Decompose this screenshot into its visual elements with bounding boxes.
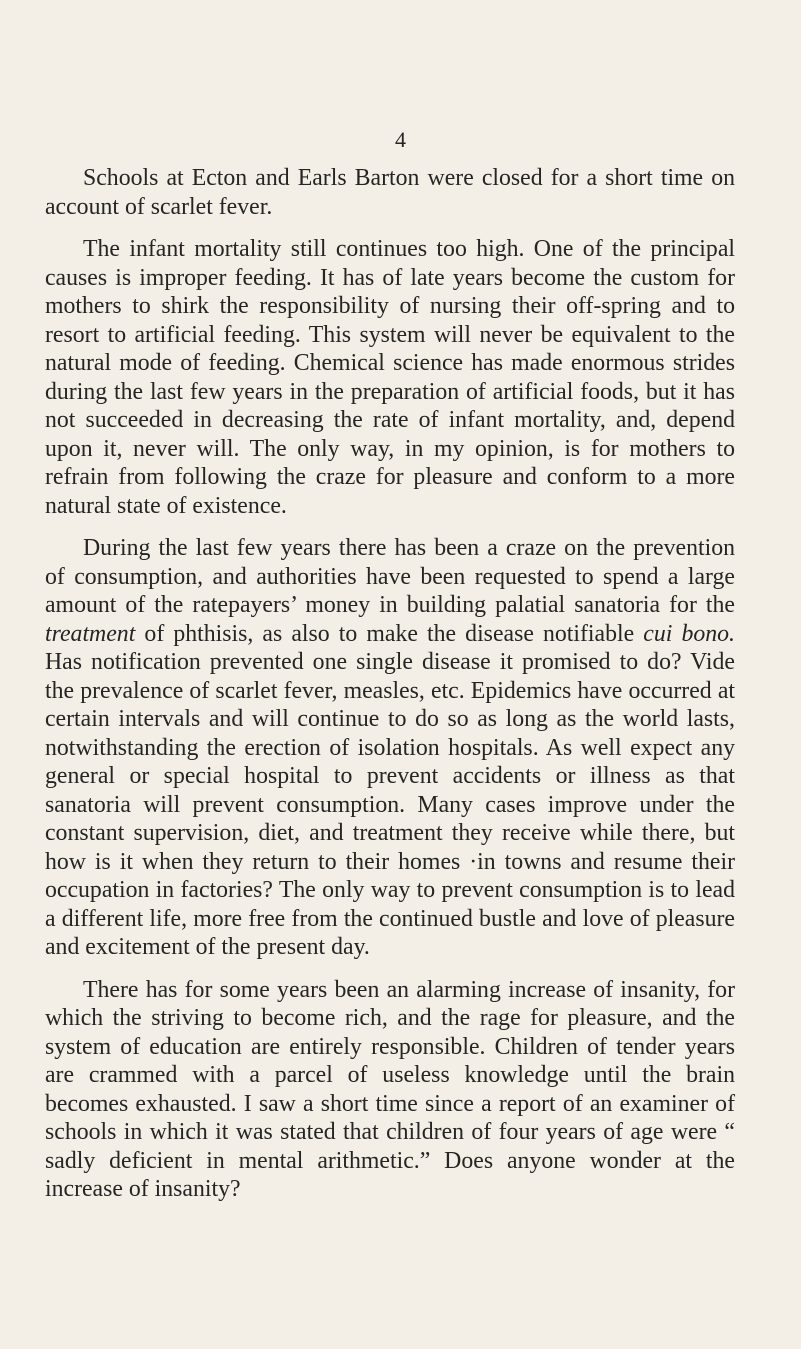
- italic-treatment: treatment: [45, 620, 136, 647]
- paragraph-consumption: [45, 534, 735, 962]
- paragraph-insanity: There has for some years been an alarming increase of insanity, for which the striving to become rich, and the rage for pleasure, and the system of education are entirely responsible. Children of tender years are crammed with a parcel of useless knowledge until the brain becomes exhausted. I saw a short time since a report of an examiner of schools in which it was stated that children of four years of age were “ sadly deficient in mental arithmetic.” Does anyone wonder at the increase of insanity?: [45, 976, 735, 1202]
- page-number: 4: [395, 127, 406, 152]
- paragraph-infant-mortality: The infant mortality still continues too high. One of the principal causes is improper feeding. It has of late years become the custom for mothers to shirk the responsibility of nursing their off-spring and to resort to artificial feeding. This system will never be equivalent to the natural mode of feeding. Chemical science has made enormous strides during the last few years in the preparation of artificial foods, but it has not succeeded in decreasing the rate of infant mortality, and, depend upon it, never will. The only way, in my opinion, is for mothers to refrain from following the craze for pleasure and conform to a more natural state of existence.: [45, 236, 735, 519]
- body-text: [45, 164, 735, 1204]
- paragraph-consumption-text-3: Has notification prevented one single disease it promised to do? Vide the prevalence of scarlet fever, measles, etc. Epidemics have occurred at certain intervals and will continue to do so as long as the world lasts, notwithstanding the erection of isolation hospitals. As well expect any general or special hospital to prevent accidents or illness as that sanatoria will prevent consumption. Many cases improve under the constant supervision, diet, and treatment they receive while there, but how is it when they return to their homes ·in towns and resume their occupation in factories? The only way to prevent consumption is to lead a different life, more free from the continued bustle and love of pleasure and excitement of the present day.: [45, 649, 735, 960]
- paragraph-consumption-text-1: During the last few years there has been a craze on the prevention of consumption, and authorities have been requested to spend a large amount of the ratepayers’ money in building palatial sanatoria for the: [45, 535, 735, 618]
- italic-cui-bono: cui bono.: [643, 620, 735, 647]
- paragraph-consumption-text-2: of phthisis, as also to make the disease notifiable: [135, 620, 644, 647]
- paragraph-school-closures: Schools at Ecton and Earls Barton were closed for a short time on account of scarlet fever.: [45, 165, 735, 220]
